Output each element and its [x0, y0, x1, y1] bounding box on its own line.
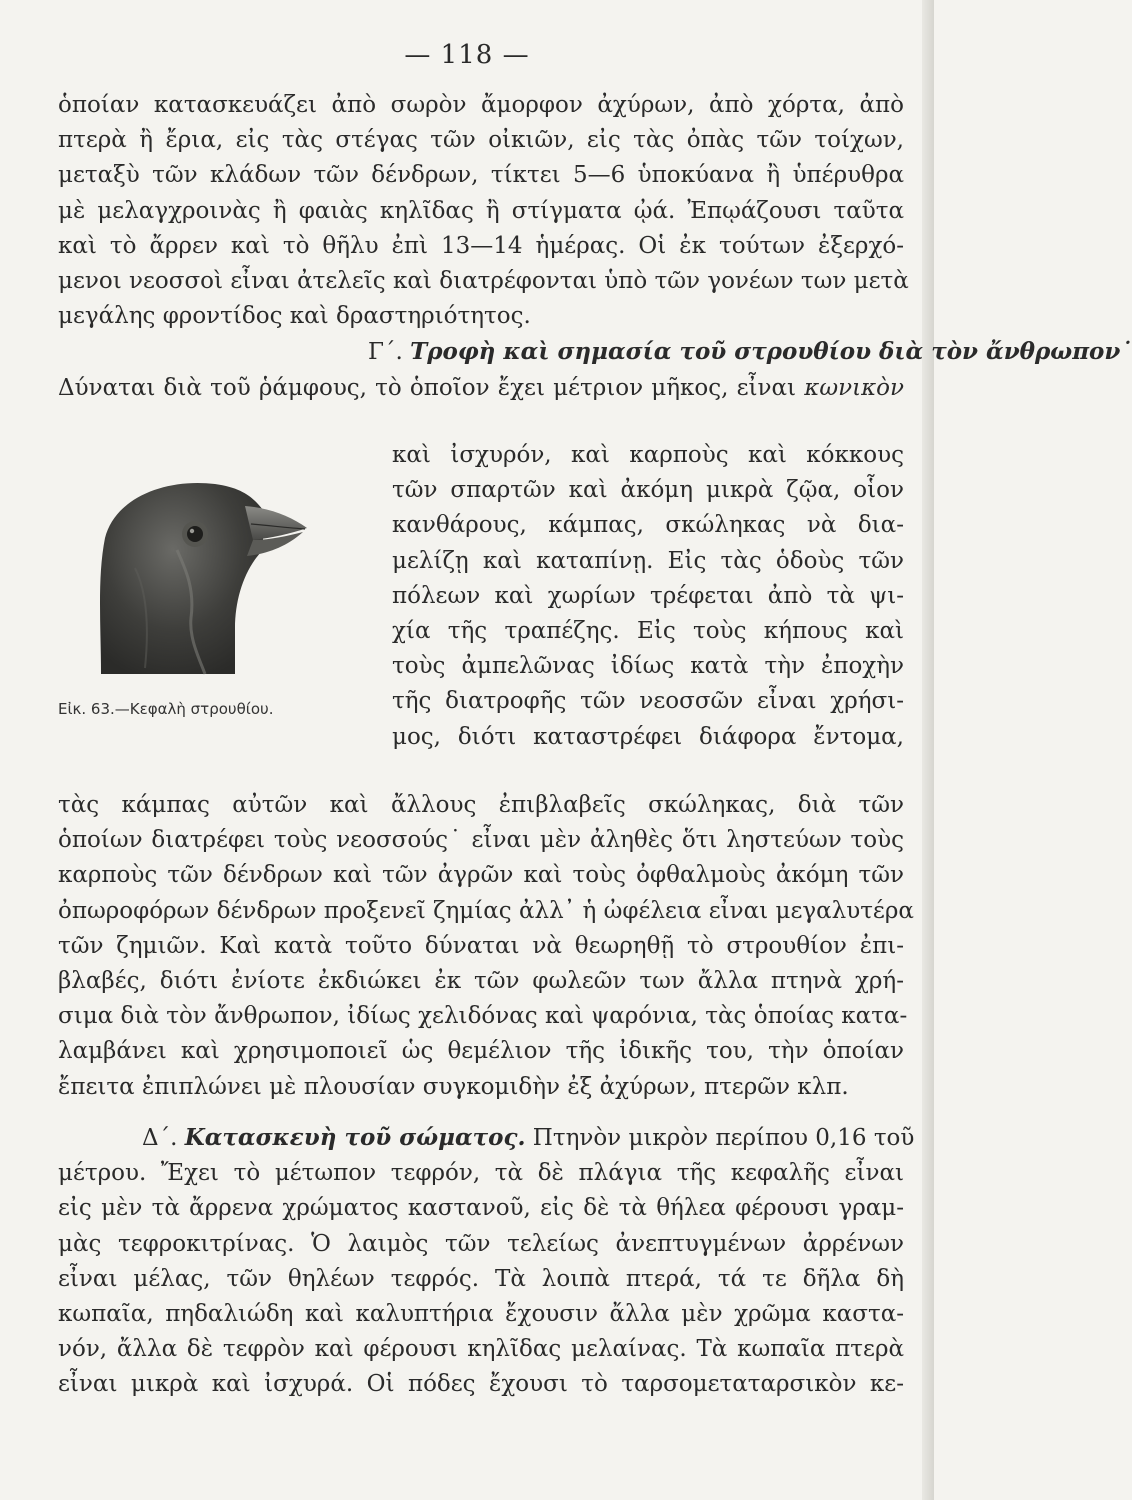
- text-line: μος, διότι καταστρέφει διάφορα ἔντομα,: [392, 723, 904, 750]
- page-edge: [922, 0, 934, 1500]
- text-line: μεγάλης φροντίδος καὶ δραστηριότητος.: [58, 303, 531, 330]
- text-line: εἰς μὲν τὰ ἄρρενα χρώματος καστανοῦ, εἰς δὲ τὰ θήλεα φέρουσι γραμ-: [58, 1195, 904, 1222]
- text-line: καρποὺς τῶν δένδρων καὶ τῶν ἀγρῶν καὶ τοὺς ὀφθαλμοὺς ἀκόμη τῶν: [58, 862, 904, 889]
- section-d-heading-line: [58, 1120, 915, 1156]
- text-line: τὰς κάμπας αὐτῶν καὶ ἄλλους ἐπιβλαβεῖς σκώληκας, διὰ τῶν: [58, 792, 904, 818]
- text-line: μελίζῃ καὶ καταπίνῃ. Εἰς τὰς ὁδοὺς τῶν: [392, 547, 904, 574]
- text-line: νόν, ἄλλα δὲ τεφρὸν καὶ φέρουσι κηλῖδας μελαίνας. Τὰ κωπαῖα πτερὰ: [58, 1336, 904, 1363]
- paragraph-nesting: [58, 88, 1132, 406]
- section-g-first-line: [58, 371, 904, 406]
- sparrow-head-figure: [95, 478, 335, 678]
- text-line: κωπαῖα, πηδαλιώδη καὶ καλυπτήρια ἔχουσιν ἄλλα μὲν χρῶμα καστα-: [58, 1301, 904, 1328]
- text-line: χία τῆς τραπέζης. Εἰς τοὺς κήπους καὶ: [392, 618, 904, 645]
- text-line: πτερὰ ἢ ἔρια, εἰς τὰς στέγας τῶν οἰκιῶν, εἰς τὰς ὀπὰς τῶν τοίχων,: [58, 127, 904, 154]
- text-line: ὀπωροφόρων δένδρων προξενεῖ ζημίας ἀλλ᾽ ἡ ὠφέλεια εἶναι μεγαλυτέρα: [58, 897, 914, 924]
- section-g-title: Τροφὴ καὶ σημασία τοῦ στρουθίου διὰ τὸν ἄνθρωπον˙: [410, 338, 1132, 366]
- paragraph-body-structure: [58, 1120, 915, 1403]
- section-d-label: Δ΄.: [142, 1125, 178, 1151]
- text-line: Δύναται διὰ τοῦ ῥάμφους, τὸ ὁποῖον ἔχει μέτριον μῆκος, εἶναι: [58, 374, 797, 401]
- text-line: ἔπειτα ἐπιπλώνει μὲ πλουσίαν συγκομιδὴν ἐξ ἀχύρων, πτερῶν κλπ.: [58, 1073, 849, 1100]
- text-line: μέτρου. Ἔχει τὸ μέτωπον τεφρόν, τὰ δὲ πλάγια τῆς κεφαλῆς εἶναι: [58, 1160, 904, 1187]
- text-line: καὶ ἰσχυρόν, καὶ καρποὺς καὶ κόκκους: [392, 442, 904, 468]
- text-line: τῶν σπαρτῶν καὶ ἀκόμη μικρὰ ζῷα, οἷον: [392, 477, 904, 504]
- text-line: πόλεων καὶ χωρίων τρέφεται ἀπὸ τὰ ψι-: [392, 582, 904, 609]
- text-line: κανθάρους, κάμπας, σκώληκας νὰ δια-: [392, 512, 904, 539]
- text-line: σιμα διὰ τὸν ἄνθρωπον, ἰδίως χελιδόνας καὶ ψαρόνια, τὰς ὁποίας κατα-: [58, 1003, 908, 1030]
- figure-caption: Εἰκ. 63.—Κεφαλὴ στρουθίου.: [58, 700, 274, 718]
- paragraph-usefulness: [58, 788, 914, 1105]
- text-line: βλαβές, διότι ἐνίοτε ἐκδιώκει ἐκ τῶν φωλεῶν των ἄλλα πτηνὰ χρή-: [58, 968, 904, 995]
- section-d-title: Κατασκευὴ τοῦ σώματος.: [184, 1124, 526, 1151]
- text-line: λαμβάνει καὶ χρησιμοποιεῖ ὡς θεμέλιον τῆς ἰδικῆς του, τὴν ὁποίαν: [58, 1038, 904, 1065]
- sparrow-head-illustration: [95, 478, 335, 678]
- text-line: μενοι νεοσσοὶ εἶναι ἀτελεῖς καὶ διατρέφονται ὑπὸ τῶν γονέων των μετὰ: [58, 268, 909, 295]
- text-line: ὁποίαν κατασκευάζει ἀπὸ σωρὸν ἄμορφον ἀχύρων, ἀπὸ χόρτα, ἀπὸ: [58, 92, 904, 118]
- page-number: — 118 —: [404, 40, 530, 70]
- text-line: τῆς διατροφῆς τῶν νεοσσῶν εἶναι χρήσι-: [392, 688, 904, 715]
- italic-word: κωνικὸν: [804, 374, 905, 401]
- text-line: τῶν ζημιῶν. Καὶ κατὰ τοῦτο δύναται νὰ θεωρηθῇ τὸ στρουθίον ἐπι-: [58, 932, 904, 959]
- text-line: μεταξὺ τῶν κλάδων τῶν δένδρων, τίκτει 5—6 ὑποκύανα ἢ ὑπέρυθρα: [58, 162, 904, 189]
- section-g-label: Γ΄.: [368, 339, 403, 366]
- text-line: ὁποίων διατρέφει τοὺς νεοσσούς˙ εἶναι μὲν ἀληθὲς ὅτι ληστεύων τοὺς: [58, 827, 904, 854]
- section-g-heading: [58, 334, 1132, 370]
- text-line: εἶναι μέλας, τῶν θηλέων τεφρός. Τὰ λοιπὰ πτερά, τά τε δῆλα δὴ: [58, 1265, 904, 1292]
- text-line: μὰς τεφροκιτρίνας. Ὁ λαιμὸς τῶν τελείως ἀνεπτυγμένων ἀρρένων: [58, 1230, 904, 1257]
- text-line: τοὺς ἀμπελῶνας ἰδίως κατὰ τὴν ἐποχὴν: [392, 653, 904, 680]
- text-line: καὶ τὸ ἄρρεν καὶ τὸ θῆλυ ἐπὶ 13—14 ἡμέρας. Οἱ ἐκ τούτων ἐξερχό-: [58, 232, 904, 259]
- paragraph-wrap: [392, 438, 904, 755]
- text-line: μὲ μελαγχροινὰς ἢ φαιὰς κηλῖδας ἢ στίγματα ᾠά. Ἐπῳάζουσι ταῦτα: [58, 197, 904, 224]
- text-line: Πτηνὸν μικρὸν περίπου 0,16 τοῦ: [532, 1125, 915, 1151]
- text-line: εἶναι μικρὰ καὶ ἰσχυρά. Οἱ πόδες ἔχουσι τὸ ταρσομεταταρσικὸν κε-: [58, 1371, 904, 1398]
